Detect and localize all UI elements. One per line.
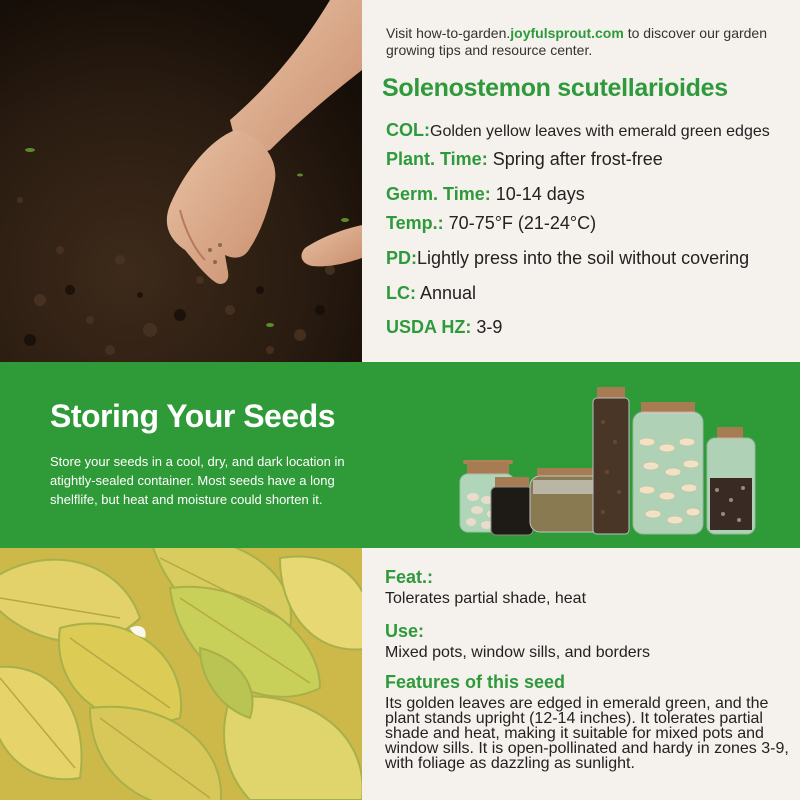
spec-germ-time-label: Germ. Time: [386,184,491,204]
storing-seeds-title: Storing Your Seeds [50,398,335,434]
use-text: Mixed pots, window sills, and borders [385,644,651,661]
spec-temperature-value: 70-75°F (21-24°C) [443,213,597,233]
seed-features-heading: Features of this seed [385,672,566,692]
spec-temperature-label: Temp.: [386,213,444,233]
spec-plant-time [386,149,663,170]
seed-jars-image [455,382,765,537]
visit-suffix: to discover our garden growing tips and resource center. [386,25,768,58]
spec-planting-depth-label: PD: [386,248,417,268]
spec-life-cycle-value: Annual [416,283,477,303]
visit-prefix: Visit how-to-garden. [386,25,511,41]
spec-color-value: Golden yellow leaves with emerald green edges [430,123,770,140]
spec-plant-time-value: Spring after frost-free [487,149,663,169]
spec-usda-zone-value: 3-9 [471,317,503,337]
spec-plant-time-label: Plant. Time: [386,149,488,169]
spec-temperature [386,213,596,234]
storing-seeds-text: Store your seeds in a cool, dry, and dark location in atightly-sealed container. Most seeds have a long shelflife, but heat and moisture could shorten it. [50,454,345,507]
spec-usda-zone [386,317,502,338]
spec-planting-depth-value: Lightly press into the soil without covering [417,248,750,268]
top-section [0,0,800,362]
spec-germ-time [386,184,585,205]
spec-color-label: COL: [386,120,430,140]
feat-text: Tolerates partial shade, heat [385,590,587,607]
use-heading: Use: [385,621,425,641]
coleus-leaves-photo [0,548,362,800]
visit-website-text [386,25,786,59]
spec-germ-time-value: 10-14 days [490,184,585,204]
spec-life-cycle [386,283,476,304]
species-name: Solenostemon scutellarioides [382,74,728,102]
spec-planting-depth [386,248,749,269]
website-link[interactable]: joyfulsprout.com [510,25,624,41]
soil-sowing-photo [0,0,362,362]
storing-seeds-banner [0,362,800,548]
spec-life-cycle-label: LC: [386,283,416,303]
spec-usda-zone-label: USDA HZ: [386,317,472,337]
bottom-section [0,548,800,800]
seed-features-text: Its golden leaves are edged in emerald green, and the plant stands upright (12-14 inches). It tolerates partial shade and heat, making it suitable for mixed pots and window sills. It is open-pollinated and hardy in zones 3-9, with foliage as dazzling as sunlight. [385,695,789,772]
spec-color [386,120,770,141]
feat-heading: Feat.: [385,567,434,587]
